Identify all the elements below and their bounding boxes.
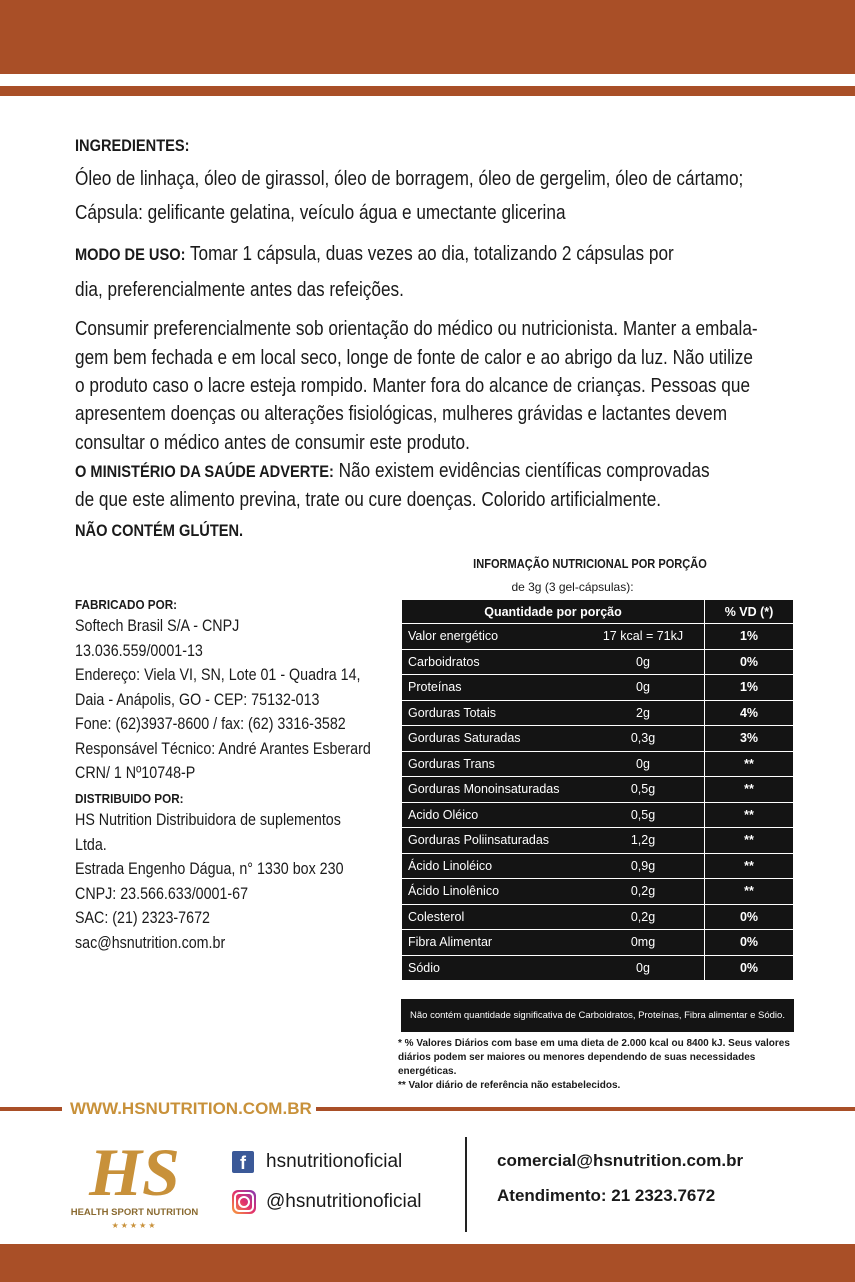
nutrient-vd: 4% — [705, 700, 794, 726]
gluten-notice: NÃO CONTÉM GLÚTEN. — [75, 521, 244, 540]
nutrient-name: Gorduras Saturadas — [408, 731, 521, 746]
nutrient-vd: ** — [705, 853, 794, 879]
nutrient-name: Valor energético — [408, 629, 499, 644]
ingredients-heading: INGREDIENTES: — [75, 136, 190, 155]
nutrient-qty: 1,2g — [630, 833, 656, 848]
nutrition-table — [401, 599, 794, 981]
warning-line: consultar o médico antes de consumir este produto. — [75, 432, 470, 454]
manufacturer-line: Endereço: Viela VI, SN, Lote 01 - Quadra 14, — [75, 665, 361, 684]
note-line: diários podem ser maiores ou menores dependendo de suas necessidades energéticas. — [398, 1052, 756, 1077]
usage-label: MODO DE USO: — [75, 245, 186, 264]
nutrition-header-row — [402, 600, 794, 624]
table-row — [402, 904, 794, 930]
contact-phone: Atendimento: 21 2323.7672 — [497, 1186, 716, 1205]
nutrient-name: Gorduras Trans — [408, 756, 495, 771]
divider — [316, 1107, 855, 1111]
instagram-icon — [232, 1190, 256, 1214]
usage-text: Tomar 1 cápsula, duas vezes ao dia, totalizando 2 cápsulas por — [185, 243, 674, 265]
ministry-label: O MINISTÉRIO DA SAÚDE ADVERTE: — [75, 462, 334, 481]
warning-line: apresentem doenças ou alterações fisiológicas, mulheres grávidas e lactantes devem — [75, 403, 728, 425]
nutrient-name: Acido Oléico — [408, 807, 479, 822]
nutrient-qty: 0,5g — [630, 782, 656, 797]
warning-line: o produto caso o lacre esteja rompido. Manter fora do alcance de crianças. Pessoas que — [75, 375, 751, 397]
nutrient-name: Colesterol — [408, 909, 465, 924]
logo-stars: ★★★★★ — [111, 1221, 158, 1230]
top-stripe — [0, 86, 855, 96]
nutrient-vd: 0% — [705, 649, 794, 675]
nutrient-qty: 0g — [636, 960, 650, 975]
note-line: * % Valores Diários com base em uma dieta de 2.000 kcal ou 8400 kJ. Seus valores — [398, 1038, 790, 1049]
note-line: ** Valor diário de referência não estabelecidos. — [398, 1080, 621, 1091]
manufacturer-line: Fone: (62)3937-8600 / fax: (62) 3316-3582 — [75, 714, 346, 733]
table-row — [402, 853, 794, 879]
manufacturer-line: Softech Brasil S/A - CNPJ — [75, 616, 240, 635]
nutrient-vd: 1% — [705, 624, 794, 650]
distributor-line: Ltda. — [75, 834, 107, 854]
nutrient-vd: 1% — [705, 675, 794, 701]
nutrient-qty: 17 kcal = 71kJ — [602, 629, 684, 644]
table-row — [402, 777, 794, 803]
warning-line: Consumir preferencialmente sob orientação do médico ou nutricionista. Manter a embala- — [75, 318, 758, 340]
table-row — [402, 955, 794, 981]
nutrient-name: Proteínas — [408, 680, 462, 695]
nutrient-vd: ** — [705, 802, 794, 828]
table-row — [402, 802, 794, 828]
distributor-heading: DISTRIBUIDO POR: — [75, 791, 184, 806]
nutrition-title: INFORMAÇÃO NUTRICIONAL POR PORÇÃO — [473, 556, 707, 571]
nutrient-vd: 0% — [705, 930, 794, 956]
nutrient-qty: 0,2g — [630, 909, 656, 924]
nutrient-vd: ** — [705, 751, 794, 777]
nutrient-name: Gorduras Monoinsaturadas — [408, 782, 560, 797]
logo-mark: HS — [89, 1134, 180, 1210]
nutrient-name: Gorduras Totais — [408, 705, 497, 720]
logo-tagline: HEALTH SPORT NUTRITION — [70, 1207, 199, 1218]
facebook-icon: f — [232, 1151, 254, 1173]
contact-email[interactable]: comercial@hsnutrition.com.br — [497, 1151, 744, 1170]
nutrient-name: Fibra Alimentar — [408, 935, 493, 950]
capsule-line: Cápsula: gelificante gelatina, veículo água e umectante glicerina — [75, 202, 566, 224]
nutrient-vd: 3% — [705, 726, 794, 752]
table-row — [402, 828, 794, 854]
ministry-text-2: de que este alimento previna, trate ou cure doenças. Colorido artificialmente. — [75, 489, 662, 511]
ministry-text: Não existem evidências científicas comprovadas — [333, 460, 710, 482]
table-row — [402, 879, 794, 905]
table-row — [402, 649, 794, 675]
manufacturer-line: 13.036.559/0001-13 — [75, 640, 203, 660]
table-row — [402, 675, 794, 701]
nutrition-serving: de 3g (3 gel-cápsulas): — [511, 580, 634, 594]
nutrient-qty: 0g — [636, 680, 650, 695]
manufacturer-block — [75, 596, 385, 786]
facebook-link[interactable] — [232, 1151, 402, 1173]
distributor-email: sac@hsnutrition.com.br — [75, 932, 226, 952]
nutrient-name: Carboidratos — [408, 654, 480, 669]
nutrient-qty: 0g — [636, 654, 650, 669]
instagram-link[interactable] — [232, 1190, 422, 1214]
distributor-line: SAC: (21) 2323-7672 — [75, 908, 210, 927]
header-vd: % VD (*) — [705, 600, 794, 624]
nutrient-vd: ** — [705, 777, 794, 803]
header-quantity: Quantidade por porção — [402, 600, 705, 624]
nutrient-qty: 0,3g — [630, 731, 656, 746]
distributor-line: HS Nutrition Distribuidora de suplementos — [75, 810, 341, 829]
divider — [0, 1107, 62, 1111]
nutrient-vd: 0% — [705, 904, 794, 930]
table-row — [402, 624, 794, 650]
nutrient-vd: ** — [705, 828, 794, 854]
manufacturer-heading: FABRICADO POR: — [75, 597, 178, 612]
nutrient-qty: 2g — [636, 705, 650, 720]
divider — [465, 1137, 467, 1232]
nutrient-name: Sódio — [408, 960, 440, 975]
table-row — [402, 700, 794, 726]
manufacturer-line: Daia - Anápolis, GO - CEP: 75132-013 — [75, 689, 320, 709]
manufacturer-line: CRN/ 1 Nº10748-P — [75, 763, 196, 782]
nutrition-footer: Não contém quantidade significativa de Carboidratos, Proteínas, Fibra alimentar e Sódio. — [401, 999, 794, 1032]
facebook-handle: hsnutritionoficial — [266, 1151, 403, 1172]
distributor-line: CNPJ: 23.566.633/0001-67 — [75, 883, 249, 903]
table-row — [402, 726, 794, 752]
website-link[interactable]: WWW.HSNUTRITION.COM.BR — [70, 1099, 312, 1118]
nutrient-qty: 0,9g — [630, 858, 656, 873]
nutrient-qty: 0,5g — [630, 807, 656, 822]
nutrient-vd: 0% — [705, 955, 794, 981]
nutrient-qty: 0,2g — [630, 884, 656, 899]
distributor-block — [75, 790, 385, 955]
ministry-warning — [75, 457, 710, 486]
nutrient-qty: 0g — [636, 756, 650, 771]
warning-line: gem bem fechada e em local seco, longe de fonte de calor e ao abrigo da luz. Não utilize — [75, 347, 753, 369]
brand-logo — [62, 1134, 207, 1237]
ingredients-line: Óleo de linhaça, óleo de girassol, óleo de borragem, óleo de gergelim, óleo de cártamo; — [75, 168, 744, 190]
nutrient-name: Ácido Linolênico — [408, 884, 500, 899]
nutrient-vd: ** — [705, 879, 794, 905]
nutrition-notes — [398, 1037, 798, 1093]
usage-line-2: dia, preferencialmente antes das refeições. — [75, 279, 404, 301]
nutrient-qty: 0mg — [630, 935, 656, 950]
top-band — [0, 0, 855, 74]
table-row — [402, 751, 794, 777]
instagram-handle: @hsnutritionoficial — [266, 1191, 422, 1212]
nutrient-name: Gorduras Poliinsaturadas — [408, 833, 550, 848]
distributor-line: Estrada Engenho Dágua, n° 1330 box 230 — [75, 859, 344, 878]
usage-line — [75, 240, 674, 269]
table-row — [402, 930, 794, 956]
bottom-band — [0, 1244, 855, 1282]
manufacturer-line: Responsável Técnico: André Arantes Esberard — [75, 738, 371, 758]
nutrient-name: Ácido Linoléico — [408, 858, 493, 873]
